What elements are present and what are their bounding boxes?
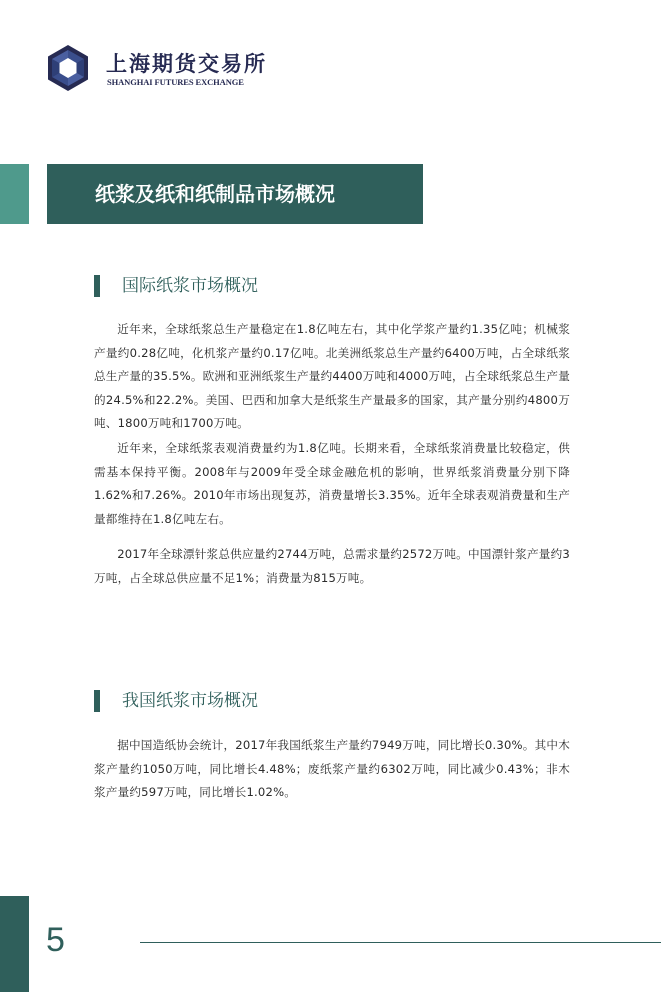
footer-divider bbox=[140, 942, 661, 943]
paragraph: 近年来，全球纸浆表观消费量约为1.8亿吨。长期来看，全球纸浆消费量比较稳定，供需基本保持平衡。2008年与2009年受全球金融危机的影响，世界纸浆消费量分别下降1.62%和7.26%。2010年市场出现复苏，消费量增长3.35%。近年全球表观消费量和生产量都维持在1.8亿吨左右。 bbox=[94, 441, 570, 526]
paragraph: 近年来，全球纸浆总生产量稳定在1.8亿吨左右，其中化学浆产量约1.35亿吨；机械浆产量约0.28亿吨，化机浆产量约0.17亿吨。北美洲纸浆总生产量约6400万吨，占全球纸浆总生产量的35.5%。欧洲和亚洲纸浆生产量约4400万吨和4000万吨，占全球纸浆总生产量的24.5%和22.2%。美国、巴西和加拿大是纸浆生产量最多的国家，其产量分别约4800万吨、1800万吨和1700万吨。 bbox=[94, 322, 570, 430]
paragraph: 据中国造纸协会统计，2017年我国纸浆生产量约7949万吨，同比增长0.30%。其中木浆产量约1050万吨，同比增长4.48%；废纸浆产量约6302万吨，同比减少0.43%；非木浆产量约597万吨，同比增长1.02%。 bbox=[94, 738, 570, 799]
chapter-banner bbox=[47, 164, 423, 224]
paragraph: 2017年全球漂针浆总供应量约2744万吨，总需求量约2572万吨。中国漂针浆产量约3万吨，占全球总供应量不足1%；消费量为815万吨。 bbox=[94, 547, 570, 585]
chapter-title: 纸浆及纸和纸制品市场概况 bbox=[95, 182, 335, 206]
logo-chinese-name: 上海期货交易所 bbox=[106, 51, 267, 76]
shfe-logo-icon bbox=[44, 44, 92, 92]
page-number: 5 bbox=[46, 921, 65, 959]
section-title-domestic: 我国纸浆市场概况 bbox=[94, 690, 258, 712]
section-title-international: 国际纸浆市场概况 bbox=[94, 275, 258, 297]
logo-english-name: SHANGHAI FUTURES EXCHANGE bbox=[107, 77, 244, 87]
banner-accent-block bbox=[0, 164, 29, 224]
footer-accent-block bbox=[0, 896, 29, 992]
